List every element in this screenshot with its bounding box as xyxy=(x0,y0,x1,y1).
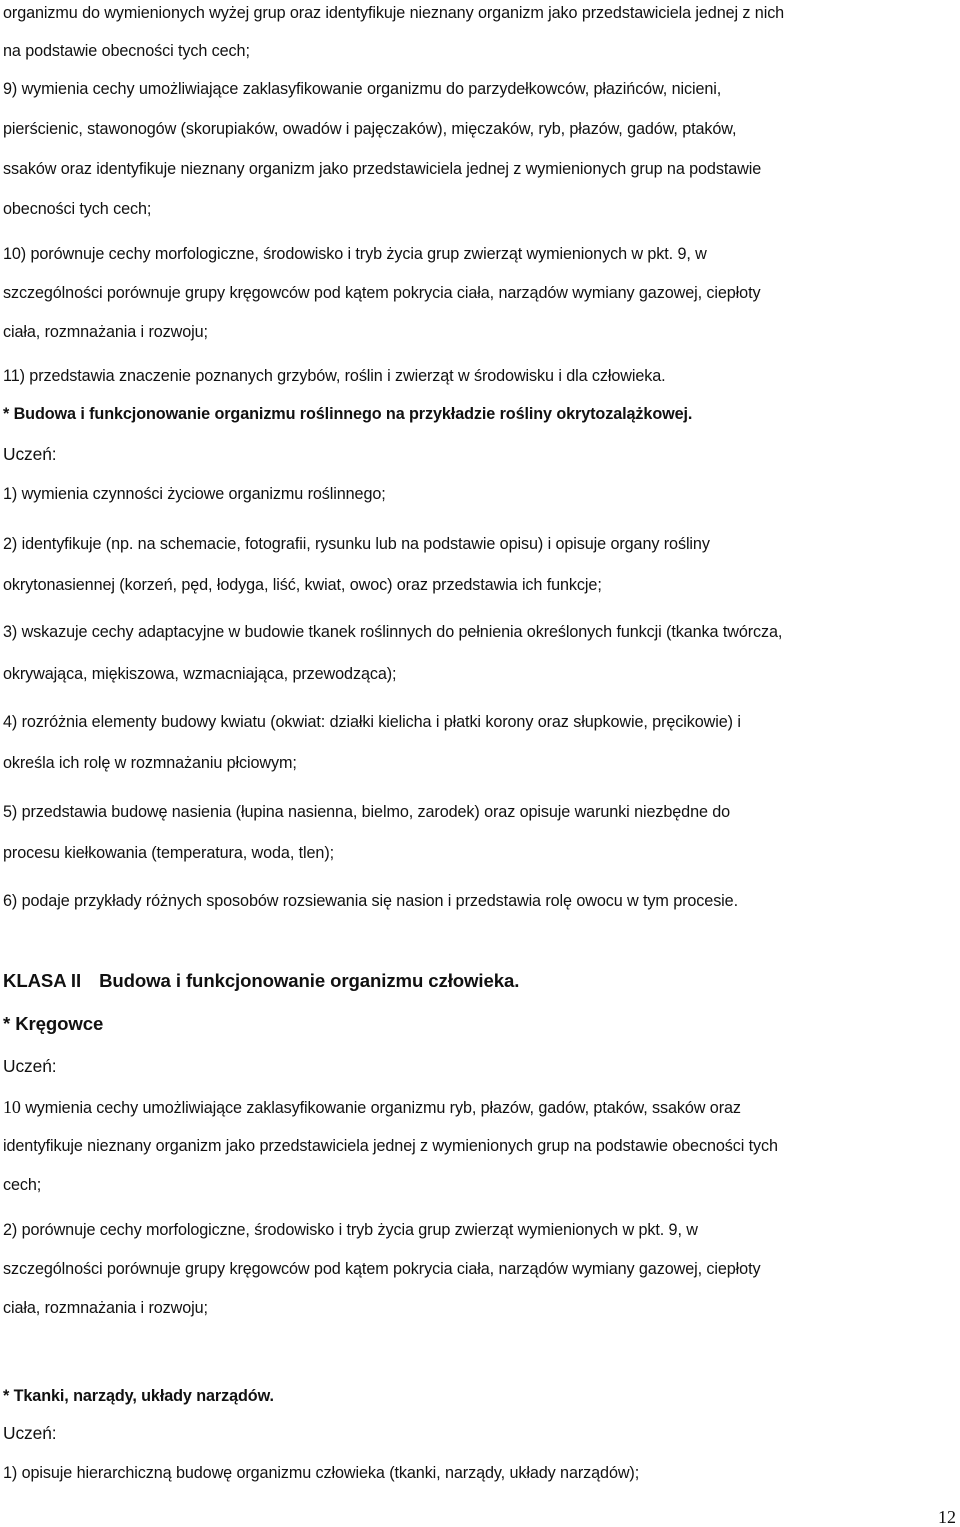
text-line: pierścienic, stawonogów (skorupiaków, owadów i pajęczaków), mięczaków, ryb, płazów, gadów, ptaków, xyxy=(3,120,737,138)
text-line: ssaków oraz identyfikuje nieznany organizm jako przedstawiciela jednej z wymienionych grup na podstawie xyxy=(3,160,762,178)
class-heading xyxy=(3,969,519,993)
text-line: 2) porównuje cechy morfologiczne, środowisko i tryb życia grup zwierząt wymienionych w pkt. 9, w xyxy=(3,1221,698,1239)
text-line: identyfikuje nieznany organizm jako przedstawiciela jednej z wymienionych grup na podstawie obecności tych xyxy=(3,1137,778,1155)
text-line: organizmu do wymienionych wyżej grup oraz identyfikuje nieznany organizm jako przedstawiciela jednej z nich xyxy=(3,4,785,22)
text-line: 4) rozróżnia elementy budowy kwiatu (okwiat: działki kielicha i płatki korony oraz słupkowie, pręcikowie) i xyxy=(3,713,741,731)
text-line: na podstawie obecności tych cech; xyxy=(3,42,250,60)
text-line: 9) wymienia cechy umożliwiające zaklasyfikowanie organizmu do parzydełkowców, płazińców, nicieni, xyxy=(3,80,722,98)
text-line: procesu kiełkowania (temperatura, woda, tlen); xyxy=(3,844,335,862)
text-line xyxy=(3,1097,741,1118)
text-line: 11) przedstawia znaczenie poznanych grzybów, roślin i zwierząt w środowisku i dla człowieka. xyxy=(3,367,666,385)
text-line: 3) wskazuje cechy adaptacyjne w budowie tkanek roślinnych do pełnienia określonych funkcji (tkanka twórcza, xyxy=(3,623,783,641)
text-line: 5) przedstawia budowę nasienia (łupina nasienna, bielmo, zarodek) oraz opisuje warunki niezbędne do xyxy=(3,803,731,821)
section-heading: * Kręgowce xyxy=(3,1013,104,1034)
text-line: ciała, rozmnażania i rozwoju; xyxy=(3,1299,208,1317)
text-line: 2) identyfikuje (np. na schemacie, fotografii, rysunku lub na podstawie opisu) i opisuje organy rośliny xyxy=(3,535,710,553)
section-heading: * Budowa i funkcjonowanie organizmu roślinnego na przykładzie rośliny okrytozalążkowej. xyxy=(3,405,693,423)
item-number: 10 xyxy=(3,1097,21,1117)
text-line: 1) wymienia czynności życiowe organizmu roślinnego; xyxy=(3,485,386,503)
text-line: 6) podaje przykłady różnych sposobów rozsiewania się nasion i przedstawia rolę owocu w tym procesie. xyxy=(3,892,738,910)
text-line: okrywająca, miękiszowa, wzmacniająca, przewodząca); xyxy=(3,665,397,683)
text-line: szczególności porównuje grupy kręgowców pod kątem pokrycia ciała, narządów wymiany gazowej, ciepłoty xyxy=(3,284,761,302)
student-label: Uczeń: xyxy=(3,1056,57,1076)
student-label: Uczeń: xyxy=(3,1423,57,1443)
class-label: KLASA II xyxy=(3,970,82,991)
text-line: szczególności porównuje grupy kręgowców pod kątem pokrycia ciała, narządów wymiany gazowej, ciepłoty xyxy=(3,1260,761,1278)
text-line: określa ich rolę w rozmnażaniu płciowym; xyxy=(3,754,297,772)
page-number: 12 xyxy=(938,1507,956,1527)
text-line: ciała, rozmnażania i rozwoju; xyxy=(3,323,208,341)
text-line: 10) porównuje cechy morfologiczne, środowisko i tryb życia grup zwierząt wymienionych w pkt. 9, w xyxy=(3,245,707,263)
text-line: obecności tych cech; xyxy=(3,200,152,218)
text-line: okrytonasiennej (korzeń, pęd, łodyga, liść, kwiat, owoc) oraz przedstawia ich funkcje; xyxy=(3,576,602,594)
section-heading: * Tkanki, narządy, układy narządów. xyxy=(3,1387,274,1405)
student-label: Uczeń: xyxy=(3,444,57,464)
item-text: wymienia cechy umożliwiające zaklasyfikowanie organizmu ryb, płazów, gadów, ptaków, ssaków oraz xyxy=(20,1099,741,1117)
text-line: 1) opisuje hierarchiczną budowę organizmu człowieka (tkanki, narządy, układy narządów); xyxy=(3,1464,640,1482)
text-line: cech; xyxy=(3,1176,42,1194)
class-title: Budowa i funkcjonowanie organizmu człowieka. xyxy=(99,970,520,991)
